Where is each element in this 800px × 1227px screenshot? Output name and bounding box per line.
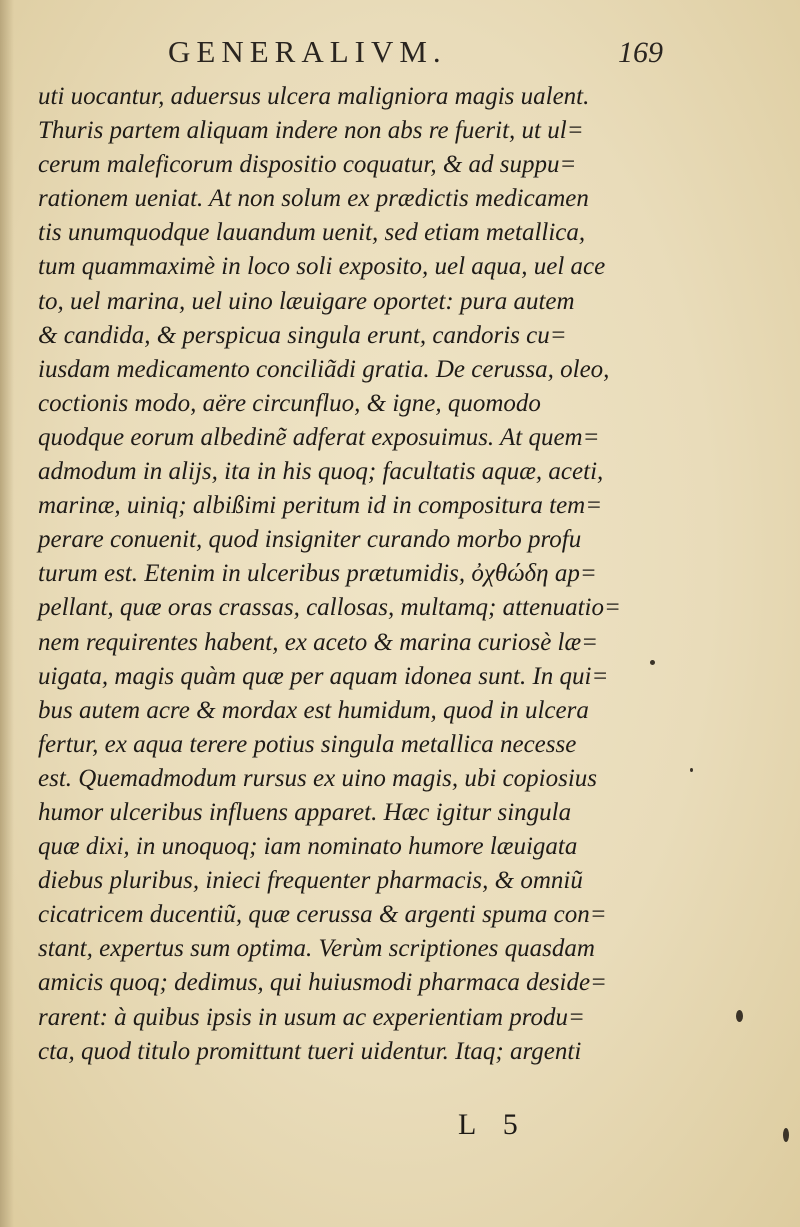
text-line: rationem ueniat. At non solum ex prædictis medicamen	[38, 185, 589, 213]
text-line: to, uel marina, uel uino læuigare oportet: pura autem	[38, 287, 575, 315]
text-line: perare conuenit, quod insigniter curando morbo profu	[38, 526, 582, 554]
body-text	[38, 80, 634, 1069]
text-line: cicatricem ducentiũ, quæ cerussa & argenti spuma con=	[38, 901, 607, 929]
page-header	[0, 34, 800, 74]
text-line: admodum in alijs, ita in his quoq; facultatis aquæ, aceti,	[38, 458, 604, 486]
text-line: iusdam medicamento conciliãdi gratia. De cerussa, oleo,	[38, 355, 610, 383]
text-line: turum est. Etenim in ulceribus prætumidis, ὀχθώδη ap=	[38, 560, 597, 588]
text-line: marinæ, uiniq; albißimi peritum id in compositura tem=	[38, 492, 603, 520]
ink-speck	[783, 1128, 789, 1142]
signature-mark: L 5	[458, 1108, 528, 1141]
text-line: tum quammaximè in loco soli exposito, uel aqua, uel ace	[38, 253, 606, 281]
text-line: coctionis modo, aëre circunfluo, & igne, quomodo	[38, 389, 541, 417]
text-line: stant, expertus sum optima. Verùm scriptiones quasdam	[38, 935, 595, 963]
ink-speck	[690, 768, 693, 772]
text-line: nem requirentes habent, ex aceto & marina curiosè læ=	[38, 628, 599, 656]
text-line: est. Quemadmodum rursus ex uino magis, ubi copiosius	[38, 764, 598, 792]
text-line: uti uocantur, aduersus ulcera maligniora magis ualent.	[38, 83, 590, 110]
text-line: & candida, & perspicua singula erunt, candoris cu=	[38, 321, 567, 349]
text-line: uigata, magis quàm quæ per aquam idonea sunt. In qui=	[38, 662, 609, 690]
text-line: tis unumquodque lauandum uenit, sed etiam metallica,	[38, 219, 586, 247]
page-number: 169	[618, 36, 663, 69]
running-title: GENERALIVM.	[168, 34, 447, 69]
text-line: Thuris partem aliquam indere non abs re fuerit, ut ul=	[38, 117, 584, 145]
text-line: quodque eorum albedinẽ adferat exposuimus. At quem=	[38, 423, 600, 451]
ink-speck	[736, 1010, 743, 1022]
text-line: cta, quod titulo promittunt tueri uidentur. Itaq; argenti	[38, 1037, 582, 1065]
text-line: humor ulceribus influens apparet. Hæc igitur singula	[38, 798, 572, 826]
text-line: quæ dixi, in unoquoq; iam nominato humore læuigata	[38, 833, 578, 861]
text-line: cerum maleficorum dispositio coquatur, & ad suppu=	[38, 151, 577, 179]
text-line: fertur, ex aqua terere potius singula metallica necesse	[38, 730, 577, 758]
ink-speck	[650, 660, 655, 665]
text-line: amicis quoq; dedimus, qui huiusmodi pharmaca deside=	[38, 969, 607, 997]
text-line: bus autem acre & mordax est humidum, quod in ulcera	[38, 696, 589, 724]
text-line: pellant, quæ oras crassas, callosas, multamq; attenuatio=	[38, 594, 621, 622]
text-line: rarent: à quibus ipsis in usum ac experientiam produ=	[38, 1003, 585, 1031]
text-line: diebus pluribus, inieci frequenter pharmacis, & omniũ	[38, 867, 583, 895]
